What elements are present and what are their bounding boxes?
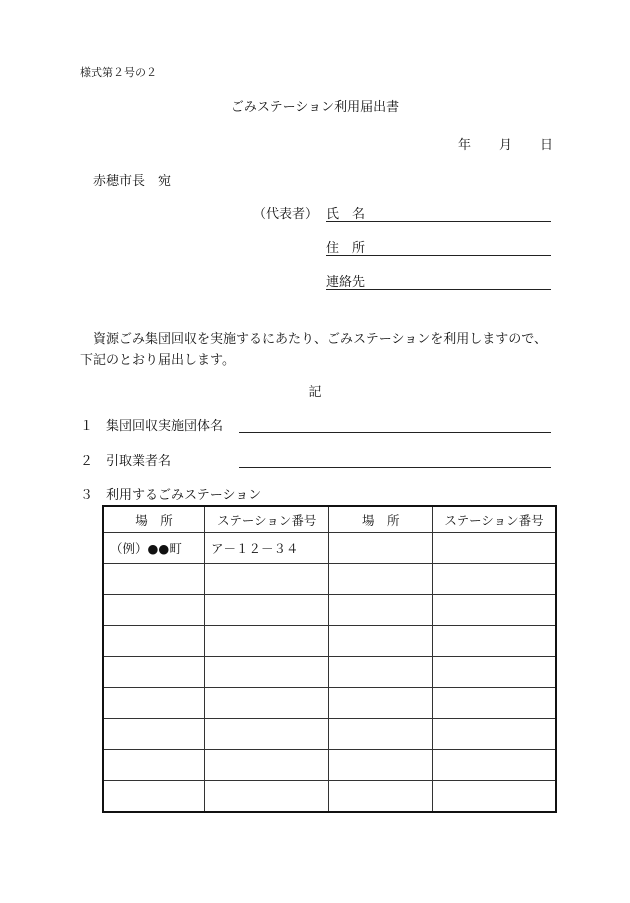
body-text: [80, 329, 560, 371]
item-3-number: ３: [80, 488, 94, 503]
item-3-label: 利用するごみステーション: [106, 488, 262, 503]
representative-label: （代表者）: [253, 207, 319, 222]
table-cell[interactable]: [103, 781, 204, 813]
station-table: [102, 505, 557, 813]
table-cell[interactable]: [204, 719, 329, 750]
item-1: [80, 420, 223, 433]
table-cell[interactable]: [103, 657, 204, 688]
contact-field-line[interactable]: [326, 289, 551, 290]
table-cell[interactable]: （例）●●町: [103, 533, 204, 564]
table-row: [103, 750, 556, 781]
header-location-2: 場 所: [329, 506, 432, 533]
table-cell[interactable]: ア－１２－３４: [204, 533, 329, 564]
item-2-label: 引取業者名: [106, 454, 172, 469]
item-1-number: １: [80, 419, 94, 434]
table-cell[interactable]: [329, 688, 432, 719]
table-cell[interactable]: [103, 719, 204, 750]
table-cell[interactable]: [329, 595, 432, 626]
table-cell[interactable]: [432, 719, 556, 750]
date-month-label: 月: [499, 138, 513, 153]
address-field-label: 住 所: [326, 241, 366, 256]
address-field-line[interactable]: [326, 255, 551, 256]
table-cell[interactable]: [432, 750, 556, 781]
table-cell[interactable]: [103, 595, 204, 626]
table-header-row: [103, 506, 556, 533]
table-row: [103, 533, 556, 564]
table-cell[interactable]: [103, 750, 204, 781]
table-cell[interactable]: [204, 657, 329, 688]
table-cell[interactable]: [103, 626, 204, 657]
item-2-number: ２: [80, 454, 94, 469]
collector-name-line[interactable]: [239, 467, 551, 468]
body-text-line-1: 資源ごみ集団回収を実施するにあたり、ごみステーションを利用しますので、: [93, 332, 547, 347]
body-text-line-2: 下記のとおり届出します。: [80, 353, 235, 368]
item-2: [80, 455, 171, 468]
name-field-line[interactable]: [326, 221, 551, 222]
table-cell[interactable]: [432, 564, 556, 595]
table-cell[interactable]: [432, 688, 556, 719]
table-cell[interactable]: [432, 657, 556, 688]
table-row: [103, 657, 556, 688]
table-cell[interactable]: [204, 688, 329, 719]
table-row: [103, 595, 556, 626]
table-row: [103, 719, 556, 750]
table-cell[interactable]: [329, 750, 432, 781]
table-row: [103, 781, 556, 813]
table-cell[interactable]: [204, 781, 329, 813]
table-cell[interactable]: [432, 626, 556, 657]
table-cell[interactable]: [329, 781, 432, 813]
table-cell[interactable]: [329, 719, 432, 750]
table-row: [103, 688, 556, 719]
table-cell[interactable]: [204, 626, 329, 657]
item-3: [80, 489, 261, 502]
table-cell[interactable]: [204, 750, 329, 781]
table-cell[interactable]: [103, 564, 204, 595]
table-cell[interactable]: [432, 781, 556, 813]
ki-heading: 記: [308, 385, 322, 400]
addressee: 赤穂市長 宛: [93, 174, 172, 189]
page-title: ごみステーション利用届出書: [230, 100, 400, 115]
organization-name-line[interactable]: [239, 432, 551, 433]
header-station-number-1: ステーション番号: [204, 506, 329, 533]
table-cell[interactable]: [329, 626, 432, 657]
header-location-1: 場 所: [103, 506, 204, 533]
date-year-label: 年: [458, 138, 472, 153]
table-cell[interactable]: [329, 533, 432, 564]
table-cell[interactable]: [432, 595, 556, 626]
header-station-number-2: ステーション番号: [432, 506, 556, 533]
table-cell[interactable]: [329, 657, 432, 688]
date-day-label: 日: [540, 138, 554, 153]
name-field-label: 氏 名: [326, 207, 366, 222]
form-number: 様式第２号の２: [80, 66, 157, 79]
table-cell[interactable]: [329, 564, 432, 595]
table-row: [103, 626, 556, 657]
table-row: [103, 564, 556, 595]
table-cell[interactable]: [204, 595, 329, 626]
table-cell[interactable]: [103, 688, 204, 719]
contact-field-label: 連絡先: [326, 275, 366, 290]
item-1-label: 集団回収実施団体名: [106, 419, 224, 434]
table-cell[interactable]: [204, 564, 329, 595]
table-cell[interactable]: [432, 533, 556, 564]
